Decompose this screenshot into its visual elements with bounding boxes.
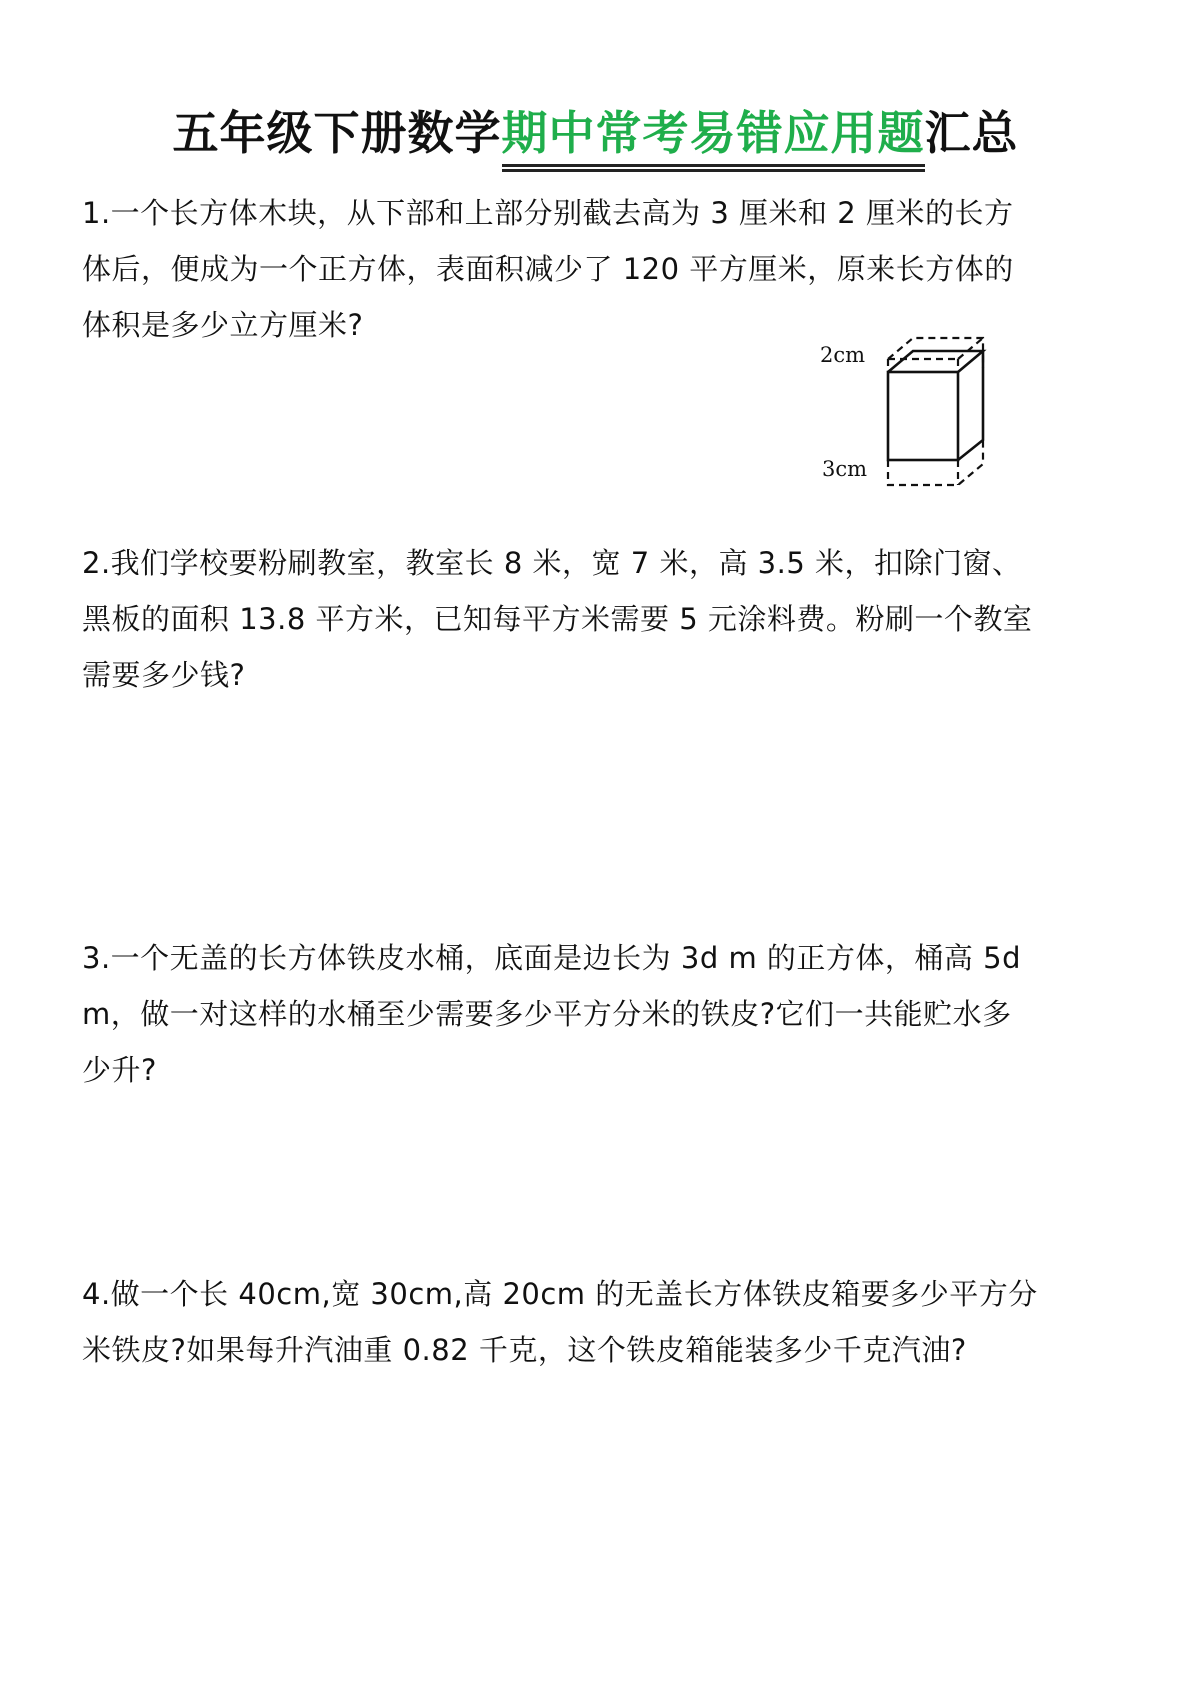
question-text: 一个无盖的长方体铁皮水桶，底面是边长为 3d m 的正方体，桶高 5d [110,941,1022,975]
question-1 [82,185,1112,353]
title-suffix: 汇总 [924,106,1019,160]
top-cut-label: 2cm [820,343,866,367]
question-4 [82,1266,1112,1378]
question-3 [82,930,1112,1098]
question-text: 做一个长 40cm,宽 30cm,高 20cm 的无盖长方体铁皮箱要多少平方分 [110,1277,1038,1311]
question-line: 米铁皮?如果每升汽油重 0.82 千克，这个铁皮箱能装多少千克汽油? [82,1333,967,1367]
question-line: 黑板的面积 13.8 平方米，已知每平方米需要 5 元涂料费。粉刷一个教室 [82,602,1033,636]
question-line [82,930,1112,986]
cube-figure-icon [880,335,1070,495]
question-line [82,1266,1112,1322]
cuboid-diagram [820,335,1070,495]
title-prefix: 五年级下册数学 [172,106,502,160]
question-line: 少升? [82,1053,157,1087]
question-line: 体后，便成为一个正方体，表面积减少了 120 平方厘米，原来长方体的 [82,252,1014,286]
question-line: 体积是多少立方厘米? [82,308,364,342]
question-number: 1. [82,196,111,230]
page-title [0,103,1191,163]
question-text: 我们学校要粉刷教室，教室长 8 米，宽 7 米，高 3.5 米，扣除门窗、 [110,546,1022,580]
question-line: 需要多少钱? [82,658,246,692]
question-line [82,185,1112,241]
question-number: 3. [82,941,111,975]
question-number: 2. [82,546,111,580]
title-highlight: 期中常考易错应用题 [502,103,925,163]
question-2 [82,535,1112,703]
question-number: 4. [82,1277,111,1311]
question-line: m，做一对这样的水桶至少需要多少平方分米的铁皮?它们一共能贮水多 [82,997,1012,1031]
question-line [82,535,1112,591]
bottom-cut-label: 3cm [822,457,868,481]
question-text: 一个长方体木块，从下部和上部分别截去高为 3 厘米和 2 厘米的长方 [110,196,1014,230]
